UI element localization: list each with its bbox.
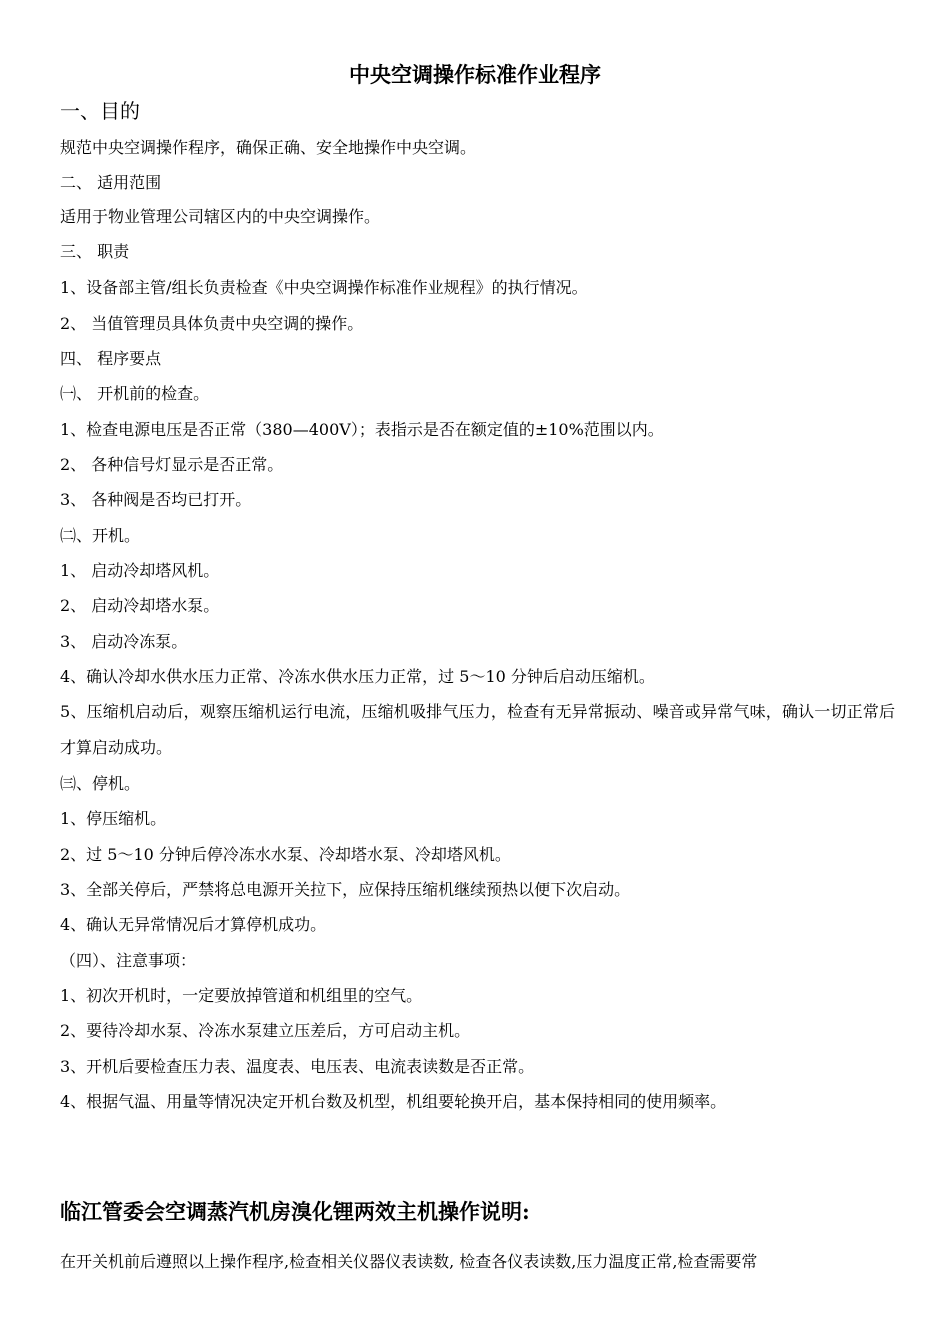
list-item: 2、 当值管理员具体负责中央空调的操作。 xyxy=(60,314,364,333)
subsection-heading: ㈡、开机。 xyxy=(60,526,141,545)
section-title: 临江管委会空调蒸汽机房溴化锂两效主机操作说明: xyxy=(60,1199,530,1224)
list-item: 4、确认无异常情况后才算停机成功。 xyxy=(60,915,327,934)
paragraph-line: 规范中央空调操作程序，确保正确、安全地操作中央空调。 xyxy=(60,138,477,157)
list-item: 3、开机后要检查压力表、温度表、电压表、电流表读数是否正常。 xyxy=(60,1057,535,1076)
list-item: 2、 启动冷却塔水泵。 xyxy=(60,596,220,615)
list-item: 1、 启动冷却塔风机。 xyxy=(60,561,220,580)
document-title: 中央空调操作标准作业程序 xyxy=(349,62,601,87)
list-item: 3、 各种阀是否均已打开。 xyxy=(60,490,252,509)
subsection-heading: ㈠、 开机前的检查。 xyxy=(60,384,210,403)
paragraph-line: 在开关机前后遵照以上操作程序,检查相关仪器仪表读数, 检查各仪表读数,压力温度正常,检查需要常 xyxy=(60,1252,758,1271)
list-item: 1、初次开机时，一定要放掉管道和机组里的空气。 xyxy=(60,986,423,1005)
list-item: 4、根据气温、用量等情况决定开机台数及机型，机组要轮换开启，基本保持相同的使用频率。 xyxy=(60,1092,727,1111)
subsection-heading: ㈢、停机。 xyxy=(60,774,141,793)
list-item: 2、过 5～10 分钟后停冷冻水水泵、冷却塔水泵、冷却塔风机。 xyxy=(60,845,511,864)
list-item-wrapped: 5、压缩机启动后，观察压缩机运行电流，压缩机吸排气压力，检查有无异常振动、噪音或异常气味，确认一切正常后才算启动成功。 xyxy=(60,702,895,757)
subsection-heading: （四）、注意事项： xyxy=(60,951,197,970)
list-item: 2、 各种信号灯显示是否正常。 xyxy=(60,455,284,474)
list-item: 2、要待冷却水泵、冷冻水泵建立压差后，方可启动主机。 xyxy=(60,1021,471,1040)
paragraph-line: 适用于物业管理公司辖区内的中央空调操作。 xyxy=(60,207,381,226)
heading-purpose: 一、目的 xyxy=(60,99,140,123)
list-item: 1、停压缩机。 xyxy=(60,809,167,828)
list-item: 3、全部关停后，严禁将总电源开关拉下，应保持压缩机继续预热以便下次启动。 xyxy=(60,880,631,899)
list-item: 3、 启动冷冻泵。 xyxy=(60,632,188,651)
section-heading: 三、 职责 xyxy=(60,242,130,261)
section-heading: 二、 适用范围 xyxy=(60,173,162,192)
section-heading: 四、 程序要点 xyxy=(60,349,162,368)
list-item: 1、检查电源电压是否正常（380—400V）；表指示是否在额定值的±10%范围以内。 xyxy=(60,420,664,439)
list-item: 4、确认冷却水供水压力正常、冷冻水供水压力正常，过 5～10 分钟后启动压缩机。 xyxy=(60,667,655,686)
list-item: 1、设备部主管/组长负责检查《中央空调操作标准作业规程》的执行情况。 xyxy=(60,278,588,297)
